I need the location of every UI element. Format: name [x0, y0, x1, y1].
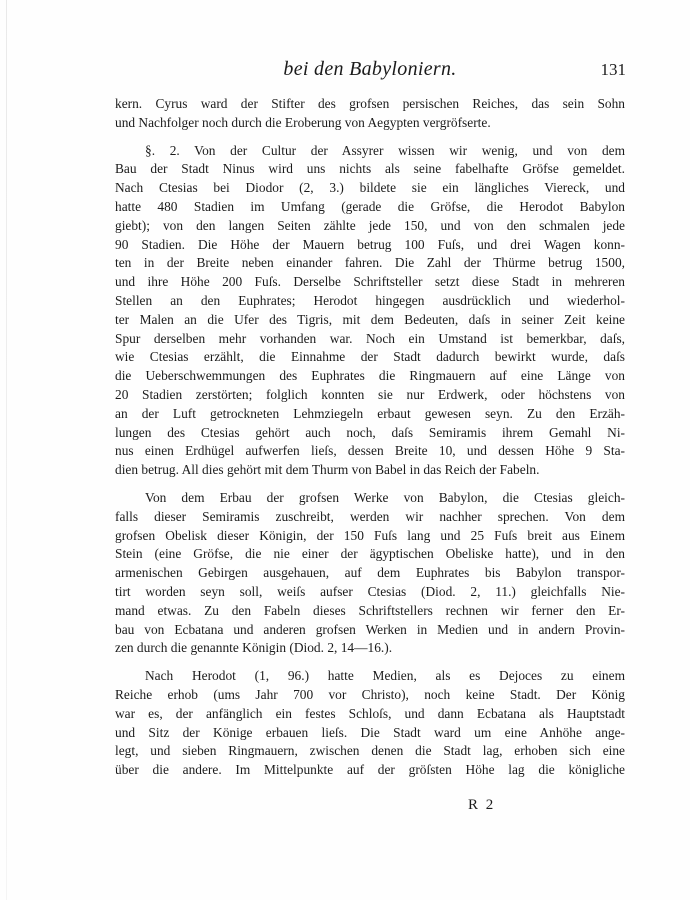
text-line: Von dem Erbau der grofsen Werke von Babylon, die Ctesias gleich- — [145, 489, 625, 505]
paragraph-2 — [115, 142, 625, 480]
text-line: Bau der Stadt Ninus wird uns nichts als seine fabelhafte Gröfse gemeldet. — [115, 161, 625, 177]
text-line: Nach Ctesias bei Diodor (2, 3.) bildete sie ein längliches Viereck, und — [115, 180, 625, 196]
text-line: an der Luft getrockneten Lehmziegeln erbaut gewesen seyn. Zu den Erzäh- — [115, 405, 625, 421]
text-line: grofsen Obelisk dieser Königin, der 150 Fuſs lang und 25 Fuſs breit aus Einem — [115, 527, 625, 543]
page-header — [110, 56, 630, 86]
text-line: falls dieser Semiramis zuschreibt, werden wir nachher sprechen. Von dem — [115, 508, 625, 524]
paragraph-1 — [115, 95, 625, 133]
text-line: Reiche erhob (ums Jahr 700 vor Christo), noch keine Stadt. Der König — [115, 686, 625, 702]
text-line: Stellen an den Euphrates; Herodot hingegen ausdrücklich und wiederhol- — [115, 292, 625, 308]
text-line: wie Ctesias erzählt, die Einnahme der Stadt dadurch bewirkt wurde, daſs — [115, 349, 625, 365]
text-line: die Ueberschwemmungen des Euphrates die Ringmauern auf eine Länge von — [115, 368, 625, 384]
text-line: zen durch die genannte Königin (Diod. 2, 14—16.). — [115, 640, 393, 656]
body-text — [115, 95, 625, 780]
text-line: 90 Stadien. Die Höhe der Mauern betrug 100 Fuſs, und drei Wagen konn- — [115, 236, 625, 252]
text-line: tirt worden seyn soll, weiſs aufser Ctesias (Diod. 2, 11.) gleichfalls Nie- — [115, 583, 625, 599]
text-line: dien betrug. All dies gehört mit dem Thurm von Babel in das Reich der Fabeln. — [115, 462, 540, 478]
text-line: lungen des Ctesias gehört auch noch, daſs Semiramis ihrem Gemahl Ni- — [115, 424, 625, 440]
text-line: 20 Stadien zerstörten; folglich konnten sie nur Erdwerk, oder höchstens von — [115, 386, 625, 402]
text-line: Stein (eine Gröfse, die nie einer der ägyptischen Obeliske hatte), und in den — [115, 546, 625, 562]
text-line: §. 2. Von der Cultur der Assyrer wissen wir wenig, und von dem — [145, 142, 625, 158]
text-line: bau von Ecbatana und anderen grofsen Werken in Medien und in andern Provin- — [115, 621, 625, 637]
text-line: mand etwas. Zu den Fabeln dieses Schriftstellers rechnen wir ferner den Er- — [115, 602, 625, 618]
text-line: ter Malen an die Ufer des Tigris, mit dem Bedeuten, daſs in seiner Zeit keine — [115, 311, 625, 327]
text-line: kern. Cyrus ward der Stifter des grofsen persischen Reiches, das sein Sohn — [115, 96, 625, 111]
text-line: nus einen Erdhügel aufwerfen lieſs, dessen Breite 10, und dessen Höhe 9 Sta- — [115, 443, 625, 459]
text-line: und Nachfolger noch durch die Eroberung von Aegypten vergröfserte. — [115, 114, 491, 130]
page-edge — [6, 0, 7, 900]
paragraph-3 — [115, 489, 625, 658]
text-line: armenischen Gebirgen ausgehauen, auf dem Euphrates bis Babylon transpor- — [115, 565, 625, 581]
paragraph-4 — [115, 667, 625, 780]
text-line: und Sitz der Könige erbauen lieſs. Die Stadt ward um eine Anhöhe ange- — [115, 724, 625, 740]
signature-mark: R 2 — [468, 797, 496, 813]
text-line: hatte 480 Stadien im Umfang (gerade die Gröfse, die Herodot Babylon — [115, 198, 625, 214]
text-line: ten in der Breite neben einander fahren. Die Zahl der Thürme betrug 1500, — [115, 255, 625, 271]
text-line: Spur derselben mehr vorhanden war. Noch ein Umstand ist bemerkbar, daſs, — [115, 330, 625, 346]
text-line: über die andere. Im Mittelpunkte auf der gröſsten Höhe lag die königliche — [115, 762, 625, 778]
page-number: 131 — [600, 60, 626, 79]
text-line: und ihre Höhe 200 Fuſs. Derselbe Schriftsteller setzt diese Stadt in mehreren — [115, 274, 625, 290]
text-line: Nach Herodot (1, 96.) hatte Medien, als es Dejoces zu einem — [145, 668, 625, 684]
text-line: legt, und sieben Ringmauern, zwischen denen die Stadt lag, erhoben sich eine — [115, 743, 625, 759]
text-line: war es, der anfänglich ein festes Schloſs, und dann Ecbatana als Hauptstadt — [115, 705, 625, 721]
running-title: bei den Babyloniern. — [283, 58, 457, 80]
text-line: giebt); von den langen Seiten zählte jede 150, und von den schmalen jede — [115, 217, 625, 233]
